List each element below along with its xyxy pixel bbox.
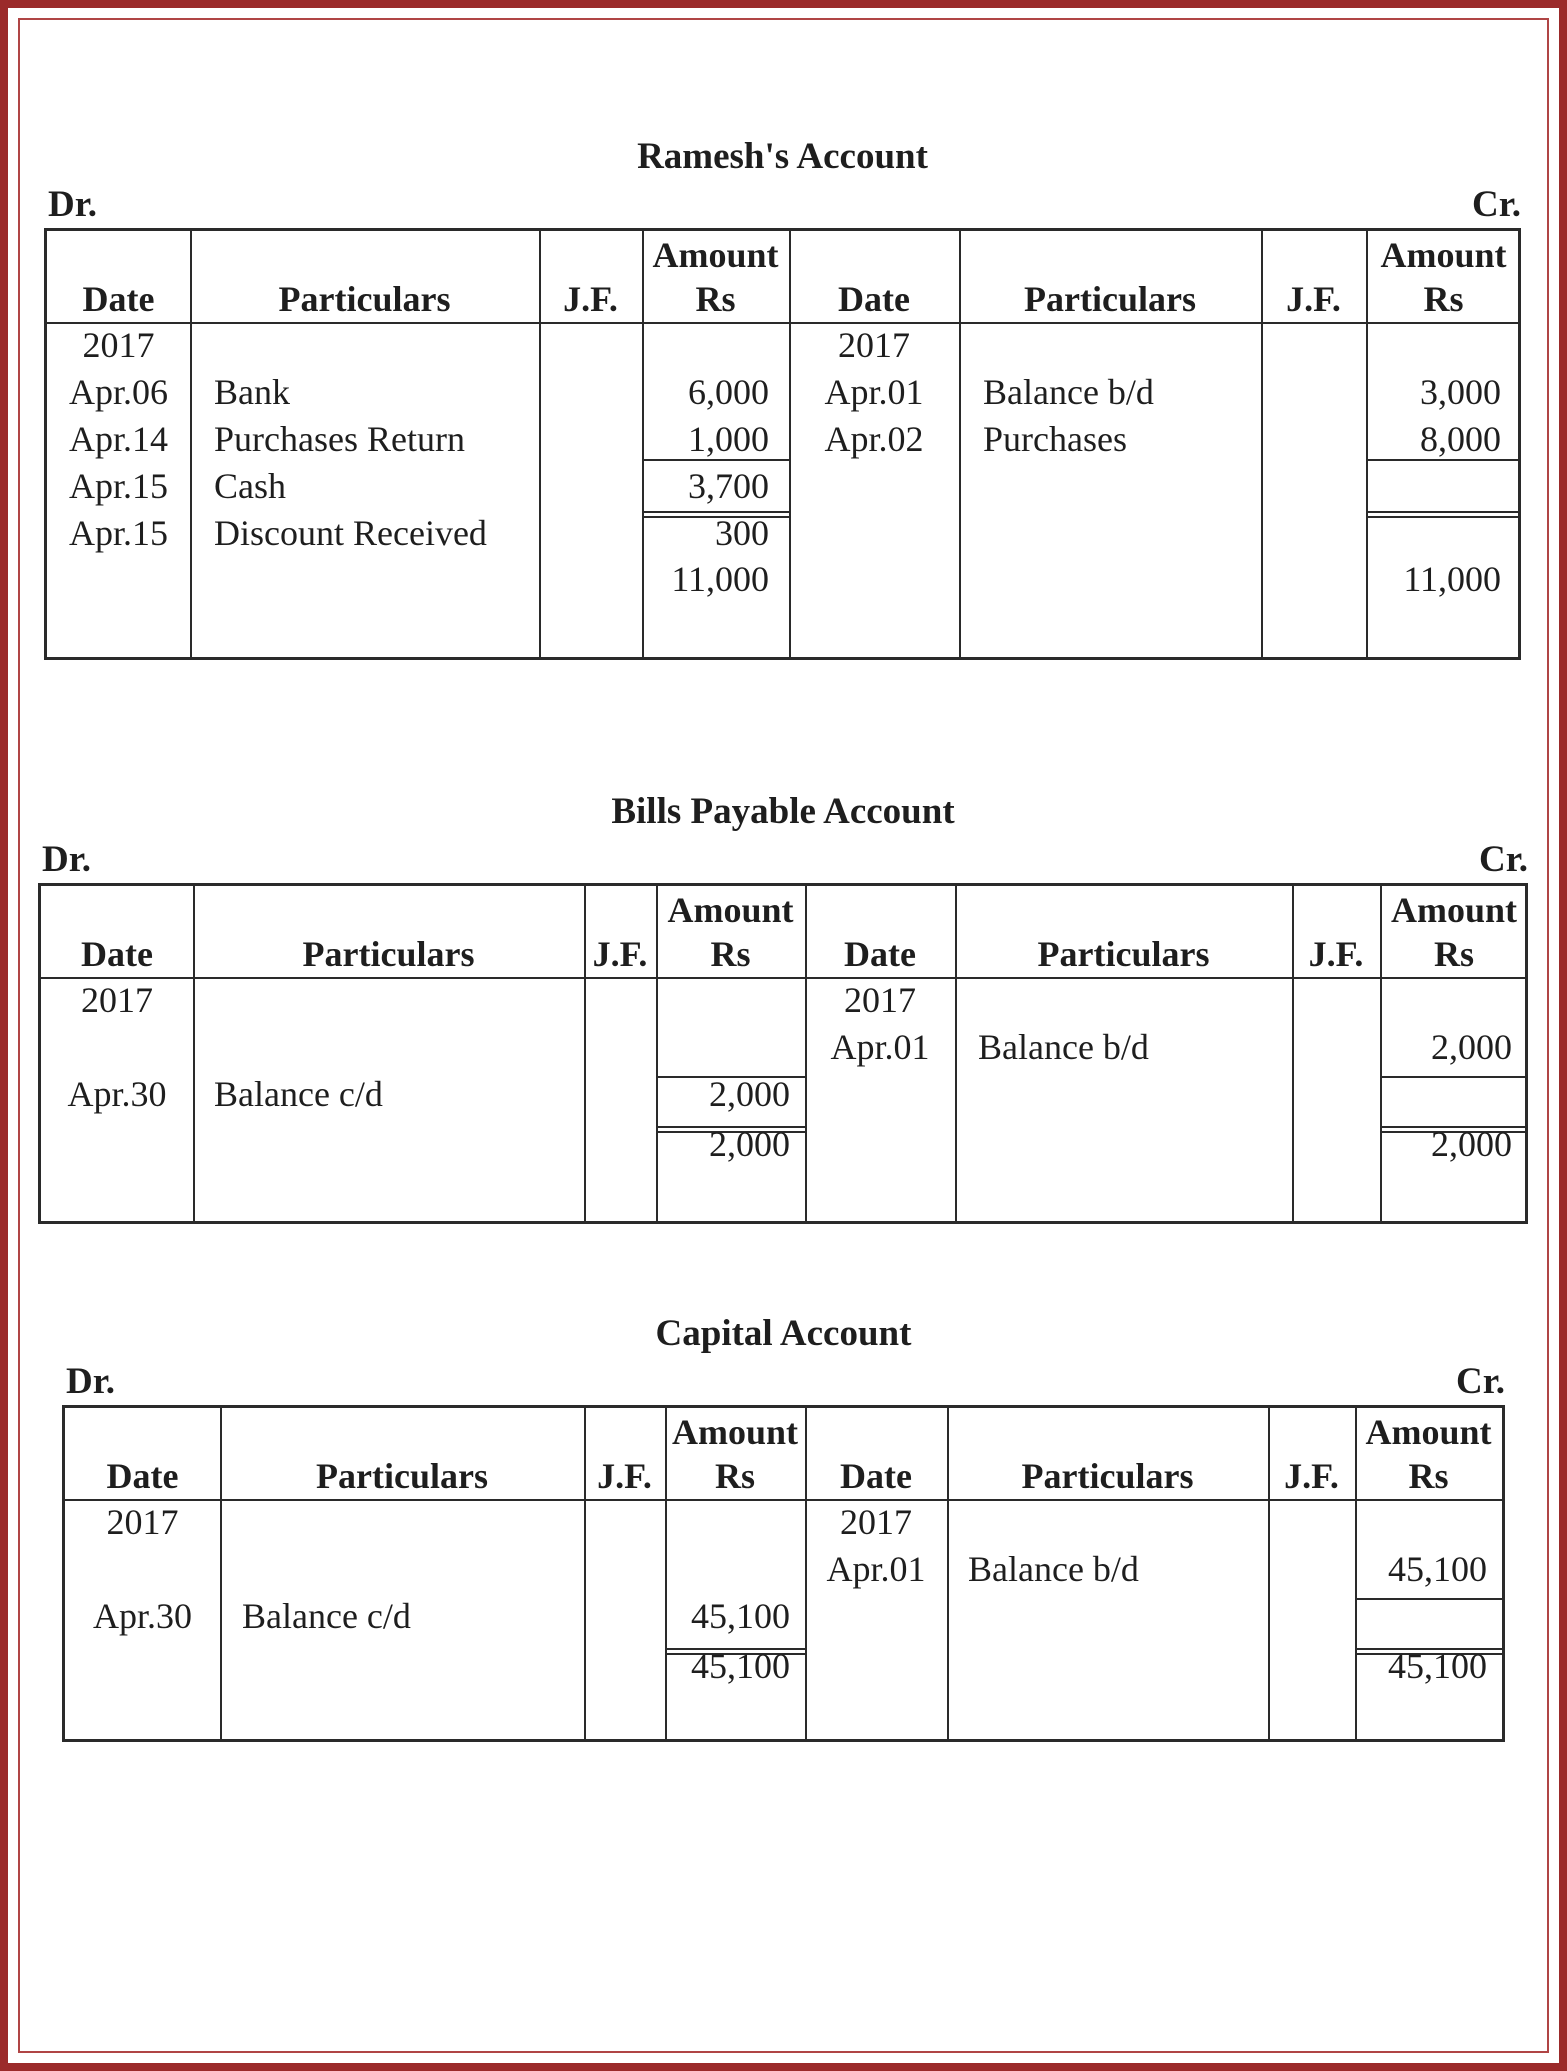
- debit-date: Apr.14: [69, 419, 168, 459]
- debit-particulars: Discount Received: [214, 513, 487, 553]
- credit-amount: 45,100: [1388, 1549, 1487, 1589]
- credit-date: Apr.02: [824, 419, 924, 459]
- header-particulars: Particulars: [1037, 934, 1210, 974]
- debit-amount: 45,100: [691, 1596, 790, 1636]
- header-rs: Rs: [695, 279, 736, 319]
- credit-particulars: Balance b/d: [968, 1549, 1139, 1589]
- header-date: Date: [844, 934, 916, 974]
- credit-year: 2017: [844, 980, 916, 1020]
- credit-amount: 2,000: [1431, 1027, 1512, 1067]
- header-jf: J.F.: [597, 1456, 652, 1496]
- debit-year: 2017: [81, 980, 153, 1020]
- debit-amount: 1,000: [688, 419, 769, 459]
- debit-amount: 2,000: [709, 1074, 790, 1114]
- credit-year: 2017: [840, 1502, 912, 1542]
- header-date: Date: [81, 934, 153, 974]
- credit-date: Apr.01: [830, 1027, 930, 1067]
- header-amount: Amount: [1365, 1412, 1492, 1452]
- debit-label: Dr.: [42, 839, 91, 880]
- header-amount: Amount: [671, 1412, 799, 1452]
- debit-particulars: Balance c/d: [214, 1074, 383, 1114]
- ledger-table: [38, 883, 1528, 1224]
- account-title: Ramesh's Account: [637, 136, 928, 177]
- credit-particulars: Balance b/d: [983, 372, 1154, 412]
- header-rs: Rs: [710, 934, 751, 974]
- credit-total: 45,100: [1388, 1646, 1487, 1686]
- debit-label: Dr.: [48, 184, 97, 225]
- header-amount: Amount: [667, 890, 794, 930]
- credit-amount: 3,000: [1420, 372, 1501, 412]
- header-date: Date: [82, 279, 155, 319]
- debit-year: 2017: [82, 325, 155, 365]
- header-particulars: Particulars: [278, 279, 451, 319]
- header-amount: Amount: [652, 235, 779, 275]
- credit-total: 2,000: [1431, 1124, 1512, 1164]
- debit-particulars: Bank: [214, 372, 290, 412]
- debit-date: Apr.30: [93, 1596, 192, 1636]
- header-particulars: Particulars: [316, 1456, 488, 1496]
- header-rs: Rs: [1433, 934, 1474, 974]
- header-date: Date: [840, 1456, 912, 1496]
- debit-date: Apr.30: [67, 1074, 167, 1114]
- debit-amount: 300: [715, 513, 769, 553]
- debit-total: 2,000: [709, 1124, 790, 1164]
- header-jf: J.F.: [1284, 1456, 1339, 1496]
- debit-date: Apr.06: [69, 372, 168, 412]
- debit-date: Apr.15: [69, 513, 168, 553]
- ledger-table: [44, 228, 1521, 660]
- credit-date: Apr.01: [826, 1549, 926, 1589]
- header-jf: J.F.: [1308, 934, 1364, 974]
- credit-particulars: Purchases: [983, 419, 1127, 459]
- debit-total: 45,100: [691, 1646, 790, 1686]
- ledger-table: [62, 1405, 1505, 1742]
- header-particulars: Particulars: [1024, 279, 1196, 319]
- debit-date: Apr.15: [69, 466, 168, 506]
- account-title: Bills Payable Account: [611, 791, 955, 832]
- credit-total: 11,000: [1403, 559, 1501, 599]
- header-rs: Rs: [714, 1456, 755, 1496]
- credit-year: 2017: [838, 325, 910, 365]
- debit-total: 11,000: [671, 559, 769, 599]
- bills-payable-account: [38, 790, 1528, 1224]
- credit-date: Apr.01: [824, 372, 924, 412]
- ramesh-account: [44, 135, 1521, 660]
- debit-label: Dr.: [66, 1361, 115, 1402]
- debit-amount: 6,000: [688, 372, 769, 412]
- header-amount: Amount: [1390, 890, 1518, 930]
- credit-amount: 8,000: [1420, 419, 1501, 459]
- debit-year: 2017: [106, 1502, 179, 1542]
- header-date: Date: [838, 279, 910, 319]
- account-title: Capital Account: [655, 1313, 912, 1354]
- header-rs: Rs: [1423, 279, 1464, 319]
- debit-particulars: Balance c/d: [242, 1596, 411, 1636]
- header-jf: J.F.: [1286, 279, 1341, 319]
- header-jf: J.F.: [592, 934, 648, 974]
- credit-label: Cr.: [1456, 1361, 1505, 1402]
- header-jf: J.F.: [563, 279, 618, 319]
- credit-label: Cr.: [1479, 839, 1528, 880]
- header-date: Date: [106, 1456, 179, 1496]
- credit-label: Cr.: [1472, 184, 1521, 225]
- header-particulars: Particulars: [302, 934, 475, 974]
- header-amount: Amount: [1380, 235, 1507, 275]
- header-rs: Rs: [1408, 1456, 1449, 1496]
- debit-particulars: Cash: [214, 466, 286, 506]
- debit-amount: 3,700: [688, 466, 769, 506]
- header-particulars: Particulars: [1021, 1456, 1194, 1496]
- capital-account: [62, 1312, 1505, 1742]
- debit-particulars: Purchases Return: [214, 419, 465, 459]
- credit-particulars: Balance b/d: [978, 1027, 1149, 1067]
